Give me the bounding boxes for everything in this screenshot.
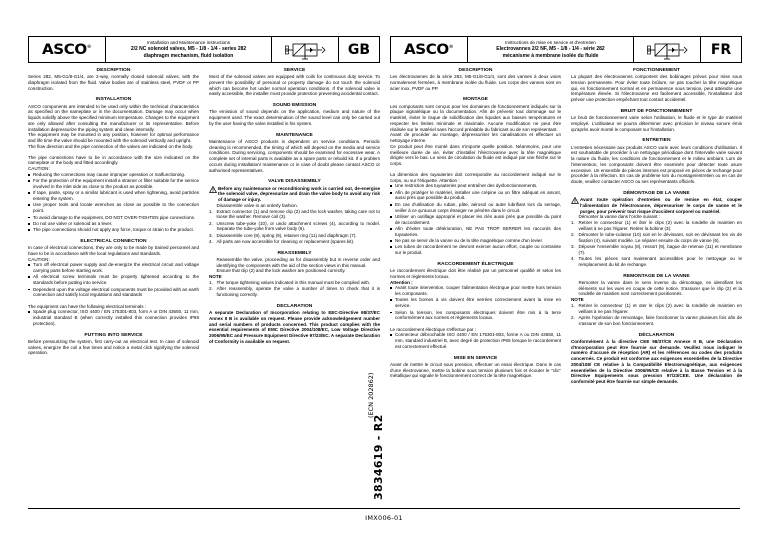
language-code-fr: FR <box>710 41 732 58</box>
numbered-item: Retirer le connecteur (1) et ôter le clips (2) avec la rondelle de maintien en veillant à ne pas l'égarer. Retirer la bobine (3). <box>578 220 742 231</box>
footer-code: IMX006-01 <box>365 514 403 522</box>
paragraph: Le bruit de fonctionnement varie selon l'utilisation, le fluide et le type de matériel employé. L'utilisateur ne pourra déterminer avec précision le niveau sonore émis qu'après avoir monté le composant sur l'installation. <box>571 115 742 132</box>
warning-triangle-icon <box>571 197 579 204</box>
section-heading: INSTALLATION <box>95 97 132 103</box>
header-line-2: Electrovannes 2/2 NF, M5 - 1/8 - 1/4 - série 282 <box>496 46 605 53</box>
numbered-item: All parts are now accessible for cleaning or replacement (spares kit). <box>216 239 355 245</box>
paragraph: L'entretien nécessaire aux produits ASCO varie avec leurs conditions d'utilisation. Il est souhaitable de procéder à un nettoyage périodique dont l'intervalle varie suivant la nature du fluide, les conditions de fonctionnement et le milieu ambiant. Lors de l'intervention, les composants doivent être examinés pour détecter toute usure excessive. Un ensemble de pièces internes est proposé en pièces de rechange pour procéder à la réfection. En cas de problème lors du montage/entretien ou en cas de doute, veuillez contacter ASCO ou ses représentants officiels. <box>571 144 742 185</box>
paragraph: Le raccordement électrique s'effectue par : <box>390 326 476 332</box>
section-heading: ENTRETIEN <box>642 138 671 144</box>
registered-mark-icon: ® <box>449 44 454 50</box>
paragraph: Ce produit peut être monté dans n'importe quelle position. Néanmoins, pour une meilleure durée de vie, éviter d'installer l'électrovanne avec la tête magnétique dirigée vers le bas. Le sens de circulation du fluide est indiqué par une flèche sur le corps. <box>390 143 561 167</box>
numbered-item: Disassemble core (8), spring (9), retainer ring (11) and diaphragm (7). <box>216 232 357 238</box>
section-heading: RACCORDEMENT ÉLECTRIQUE <box>437 261 514 267</box>
numbered-item: Après l'opération de remontage, faire fonctionner la vanne plusieurs fois afin de s'assurer de son bon fonctionnement. <box>578 315 742 326</box>
paragraph: Most of the solenoid valves are equipped with coils for continuous duty service. To prevent the possibility of personal or property damage do not touch the solenoid which can become hot under normal operation conditions. If the solenoid valve is easily accessible, the installer must provide protection preventing accidental contact. <box>209 74 380 97</box>
language-code-gb: GB <box>347 41 371 58</box>
logo-text: ASCO <box>42 41 88 58</box>
paragraph: CAUTION: <box>28 256 50 262</box>
bullet-item: Utiliser un outillage approprié et placer les clés aussi près que possible du point de raccordement. <box>390 214 561 226</box>
bullet-item: Reducing the connections may cause improper operation or malfunctioning. <box>28 172 199 178</box>
section-heading: SOUND EMISSION <box>272 103 317 109</box>
bullet-item: Connecteur débrochable ISO 4400 / EN 175301-803, forme A ou DIN 43650, 11 mm, standard industriel B, avec degré de protection IP65 lorsque le raccordement est correctement effectué. <box>390 332 561 349</box>
bullet-list <box>28 309 199 326</box>
paragraph: NOTE <box>571 297 584 303</box>
numbered-item: Unscrew tube-yoke (10), or undo attachment screws (4), according to model. Separate the tube-yoke from valve body (6). <box>216 220 380 232</box>
paragraph: Before pressurizing the system, first carry-out an electrical test. In case of solenoid valves, energize the coil a few times and notice a metal click signifying the solenoid operation. <box>28 338 199 356</box>
fr-column-right <box>571 68 742 385</box>
section-heading: DESCRIPTION <box>458 68 493 73</box>
warning-paragraph <box>571 197 742 214</box>
declaration-paragraph: Conformément à la directive CEE 98/37/CE Annexe II B, une Déclaration d'Incorporation peut être fournie sur demande. Veuillez nous indiquer le numéro d'accusé de réception (AR) et les références ou codes des produits concernés. Ce produit est conforme aux exigences essentielles de la Directive 2004/108/ CE relative à la Compatibilité Electromagnétique, aux exigences essentielles de la Directive 2006/95/CE relative à la Basse Tension et à la Directive Equipements sous pression 97/23/CEE. Une déclaration de conformité peut être fournie sur simple demande. <box>571 338 742 384</box>
numbered-item: Extract connector (1) and remove clip (2) and the lock washer, taking care not to loose the washer. Remove coil (3). <box>216 208 380 220</box>
bullet-item: Afin de protéger le matériel, installer une crépine ou un filtre adéquat en amont, aussi près que possible du produit. <box>390 190 561 202</box>
header-band-gb <box>28 36 380 63</box>
numbered-item: After reassembly, operate the valve a number of times to check that it is functioning correctly. <box>216 286 380 298</box>
header-line-3: mécanisme à membrane isolée du fluide <box>502 52 599 59</box>
warning-text: Before any maintenance or reconditioning work is carried out, de-energise the solenoid valve, depressurize and drain the valve body to avoid any risk of damage or injury. <box>218 185 380 202</box>
bullet-item: Selon la tension, les composants électriques doivent être mis à la terre conformément aux normes et règlements locaux. <box>390 310 561 322</box>
bullet-item: To avoid damage to the equipment, DO NOT OVER-TIGHTEN pipe connections. <box>28 215 199 221</box>
bullet-item: Ne pas se servir de la vanne ou de la tête magnétique comme d'un levier. <box>390 238 561 244</box>
numbered-item: Retirer le connecteur (1) et oter le clips (2) avec la rondelle de maintien en veillant à ne pas l'égarer. <box>578 302 742 314</box>
section-heading: ELECTRICAL CONNECTION <box>80 238 147 244</box>
paragraph: Series 282, M5-G1/8-G1/4, are 2-way, normally closed solenoid valves, with the diaphragm isolated from the fluid. Valve bodies are of stainless steel, PVDF or PP construction. <box>28 74 199 91</box>
paragraph: La plupart des électrovannes comportent des bobinages prévus pour mise sous tension permanente. Pour éviter toute brûlure, ne pas toucher la tête magnétique qui, en fonctionnement normal et en permanence sous tension, peut atteindre une température élevée. Si l'électrovanne est facilement accessible, l'installateur doit prévoir une protection empêchant tout contact accidentel. <box>571 74 742 103</box>
ecn-code: (ECN 202862) <box>367 372 375 418</box>
numbered-item: Démonter le tube-culasse (10) soit en le dévissant, soit en dévissant les vis de fixation (4), suivant modèle. Le séparer ensuite du corps de vanne (6). <box>578 232 742 243</box>
header-line-1: Instructions de mise en service et d'entretien <box>505 39 596 45</box>
bullet-item: Une restriction des tuyauteries peut entraîner des dysfonctionnements. <box>390 183 561 189</box>
paragraph: In case of electrical connections, they are only to be made by trained personnel and have to be in accordance with the local regulations and standards. <box>28 245 199 256</box>
asco-logo-gb <box>29 37 106 62</box>
paragraph: La dimension des tuyauteries doit correspondre au raccordement indiqué sur le corps, ou sur l'étiquette. Attention : <box>390 171 561 183</box>
section-heading: MISE EN SERVICE <box>453 355 498 361</box>
paragraph: The pipe connections have to be in accordance with the size indicated on the nameplate or the body and fitted accordingly. <box>28 154 199 166</box>
paragraph: The emission of sound depends on the application, medium and nature of the equipment used. The exact determination of the sound level can only be carried out by the user having the valve installed in his system. <box>209 109 380 126</box>
numbered-list <box>571 303 742 327</box>
valve-schematic-icon <box>641 40 693 60</box>
paragraph: NOTE <box>209 274 222 280</box>
indented-paragraph: Remonter la vanne dans le sens inverse du démontage, en identifiant les éléments sur les vues en coupe de cette notice. S'assurer que le clip (2) et la rondelle de maintien sont correctement positionnés. <box>578 279 742 297</box>
paragraph: Maintenance of ASCO products is dependent on service conditions. Periodic cleaning is recommended, the timing of which will depend on the media and service conditions. During servicing, components should be examined for excessive wear. A complete set of internal parts is available as a spare parts or rebuild kit. If a problem occurs during installation/ maintenance or in case of doubt please contact ASCO or authorised representatives. <box>209 138 380 173</box>
header-line-1: Installation and Maintenance instructions <box>147 39 230 45</box>
section-heading: PUTTING INTO SERVICE <box>84 332 143 338</box>
paragraph: Les composants sont conçus pour les domaines de fonctionnement indiqués sur la plaque signalétique ou la documentation. Afin de prévenir tout dommage sur le matériel, éviter le risque de solidification des liquides aux basses températures et respecter les limites minimale et maximale. Aucune modification ne peut être réalisée sur le matériel sans l'accord préalable du fabricant ou de son représentant. <box>390 103 561 132</box>
bullet-item: All electrical screw terminals must be properly tightened according to the standards before putting into service. <box>28 274 199 286</box>
section-heading: REMONTAGE DE LA VANNE <box>623 273 690 279</box>
header-line-3: diaphragm mechanism, fluid isolation <box>143 52 234 59</box>
bullet-item: Afin d'éviter toute détérioration, NE PAS TROP SERRER les raccords des tuyauteries. <box>390 226 561 238</box>
header-title-gb <box>106 37 272 62</box>
section-heading: DESCRIPTION <box>96 68 131 73</box>
logo-text: ASCO <box>404 41 450 58</box>
warning-triangle-icon <box>209 186 217 193</box>
valve-symbol-fr <box>634 37 701 62</box>
numbered-list <box>571 220 742 268</box>
paragraph: The equipment can have the following electrical terminals : <box>28 303 147 309</box>
document-number: 3834619 - R2 <box>372 414 385 500</box>
indented-paragraph: Démonter la vanne dans l'ordre suivant : <box>578 214 660 220</box>
warning-text: Avant toute opération d'entretien ou de remise en état, couper l'alimentation de l'électrovanne, dépressuriser le corps de vanne et le purger, pour prévenir tout risque d'accident corporel ou matériel. <box>580 197 742 214</box>
section-heading: MAINTENANCE <box>276 132 313 138</box>
paragraph: CAUTION: <box>28 166 50 172</box>
header-band-fr <box>390 36 742 63</box>
numbered-item: The torque tightening values indicated in this manual must be complied with. <box>216 279 371 285</box>
bullet-item: For the protection of the equipment install a strainer or filter suitable for the service involved in the inlet side as close to the product as possible. <box>28 178 199 190</box>
paragraph: The flow direction and the pipe connection of the valves are indicated on the body. <box>28 143 194 149</box>
registered-mark-icon: ® <box>87 44 92 50</box>
bullet-item: Les tubes de raccordement ne devront exercer aucun effort, couple ou contrainte sur le produit. <box>390 244 561 256</box>
asco-logo-fr <box>391 37 468 62</box>
section-heading: MONTAGE <box>463 97 488 103</box>
section-heading: BRUIT DE FONCTIONNEMENT <box>620 108 693 114</box>
declaration-paragraph: A separate Declaration of Incorporation relating to EEC-Directive 98/37/EC Annex II B is available on request. Please provide acknowledgement number and serial numbers of products concerned. This product complies with the essential requirements of EMC Directive 2004/108/EC, Low Voltage Directive 2006/95/EC and Pressure Equipment Directive 97/23/EC. A separate Declaration of Conformity is available on request. <box>209 310 381 344</box>
numbered-item: Déposer l'ensemble noyau (8), ressort (9), bague de retenue (11) et membrane (7). <box>578 244 742 255</box>
paragraph: Avant de procéder au montage, dépressuriser les canalisations et effectuer un nettoyage interne. <box>390 132 561 144</box>
bullet-item: Dependent upon the voltage electrical components must be provided with an earth connection and satisfy local regulations and standards <box>28 287 199 299</box>
fr-column-left <box>390 68 561 385</box>
language-block-fr <box>390 36 742 506</box>
header-title-fr <box>468 37 634 62</box>
numbered-item: Toutes les pièces sont maintenant accessibles pour le nettoyage ou le remplacement du kit de rechange. <box>578 256 742 268</box>
footer-divider <box>28 508 740 509</box>
bullet-list <box>390 332 561 349</box>
numbered-list <box>209 209 380 245</box>
bullet-item: Turn off electrical power supply and de-energize the electrical circuit and voltage carrying parts before starting work. <box>28 262 199 274</box>
numbered-list <box>209 280 380 298</box>
paragraph: Les électrovannes de la série 282, M5-G1/8-G1/4, sont des vannes à deux voies normalement fermées, à membrane isolée du fluide. Les corps des vannes sont en acier inox, PVDF ou PP. <box>390 74 561 91</box>
bullet-item: Do not use valve or solenoid as a lever. <box>28 221 199 227</box>
section-heading: DECLARATION <box>276 303 313 309</box>
indented-paragraph: Reassemble the valve, proceeding as for disassembly but in reverse order and identifying the components with the aid of the section views in this manual. <box>216 256 380 268</box>
bullet-item: En cas d'utilisation du ruban, pâte, aérosol ou autre lubrifiant lors du serrage, veiller à ce qu'aucun corps étranger ne pénètre dans le circuit. <box>390 202 561 214</box>
indented-paragraph: Ensure that clip (2) and the lock washer are positioned correctly. <box>216 268 346 274</box>
section-heading: SERVICE <box>283 68 306 73</box>
bullet-item: If tape, paste, spray or a similar lubricant is used when tightening, avoid particles entering the system. <box>28 190 199 202</box>
gb-column-right <box>209 68 380 356</box>
bullet-list <box>390 183 561 256</box>
indented-paragraph: Disassemble valve in an orderly fashion. <box>216 202 298 208</box>
header-line-2: 2/2 NC solenoid valves, M5 - 1/8 - 1/4 - series 282 <box>130 46 247 53</box>
paragraph: ASCO components are intended to be used only within the technical characteristics as specified on the nameplate or in the documentation. Damage may occur when liquids solidify above the specified minimum temperature. Changes to the equipment are only allowed after consulting the manufacturer or its representative. Before installation depressurize the piping system and clean internally. <box>28 103 199 132</box>
gb-column-left <box>28 68 199 356</box>
section-heading: DÉCLARATION <box>638 332 675 338</box>
bullet-list <box>390 285 561 321</box>
paragraph: Avant de mettre le circuit sous pression, effectuer un essai électrique. Dans le cas d'une électrovanne, mettre la bobine sous tension plusieurs fois et écouter le "clic" métallique qui signale le fonctionnement correct de la tête magnétique. <box>390 361 561 379</box>
valve-schematic-icon <box>279 40 331 60</box>
section-heading: VALVE DISASSEMBLY <box>268 179 321 185</box>
paragraph: The equipment may be mounted in any position, however for optimal performance and life time the valve should be mounted with the solenoid vertically and upright. <box>28 132 199 144</box>
language-block-gb <box>28 36 380 506</box>
section-heading: REASSEMBLY <box>277 250 312 256</box>
bullet-list <box>28 262 199 298</box>
bullet-item: Toutes les bornes à vis doivent être serrées correctement avant la mise en service. <box>390 297 561 309</box>
warning-paragraph <box>209 186 380 203</box>
valve-symbol-gb <box>272 37 339 62</box>
bullet-item: Avant toute intervention, couper l'alimentation électrique pour mettre hors tension les composants. <box>390 285 561 297</box>
bullet-item: Use proper tools and locate wrenches as close as possible to the connection point. <box>28 202 199 214</box>
section-heading: DÉMONTAGE DE LA VANNE <box>623 190 690 196</box>
paragraph: Attention : <box>390 279 413 285</box>
bullet-item: Spade plug connector, ISO 4400 / EN 175301-803, form A or DIN 43650, 11 mm, industrial standard B (when correctly installed this connection provides IP65 protection). <box>28 309 199 326</box>
bullet-item: The pipe connections should not apply any force, torque or strain to the product. <box>28 227 199 233</box>
paragraph: Le raccordement électrique doit être réalisé par un personnel qualifié et selon les normes et règlements locaux. <box>390 268 561 279</box>
section-heading: FONCTIONNEMENT <box>633 68 680 73</box>
bullet-list <box>28 172 199 233</box>
